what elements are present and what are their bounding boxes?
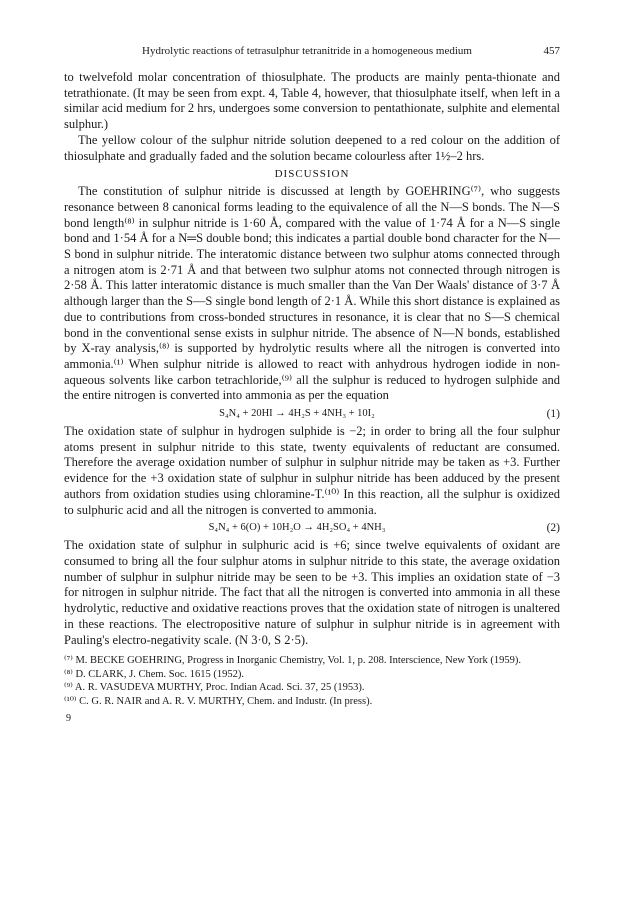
signature-mark: 9 <box>66 713 71 725</box>
reference-item: ⁽⁸⁾ D. CLARK, J. Chem. Soc. 1615 (1952). <box>64 668 245 680</box>
section-heading: DISCUSSION <box>274 168 350 181</box>
running-title: Hydrolytic reactions of tetrasulphur tetranitride in a homogeneous medium <box>142 45 472 57</box>
reference-item: ⁽⁷⁾ M. BECKE GOEHRING, Progress in Inorganic Chemistry, Vol. 1, p. 208. Interscience, New York (1959). <box>64 655 521 667</box>
equation-1 <box>64 406 560 422</box>
reference-item: ⁽¹⁰⁾ C. G. R. NAIR and A. R. V. MURTHY, Chem. and Industr. (In press). <box>64 695 373 707</box>
equation-1-expression: S₄N₄ + 20HI → 4H₂S + 4NH₃ + 10I₂ <box>219 408 375 420</box>
equation-1-number: (1) <box>546 408 560 421</box>
paragraph-continuation: to twelvefold molar concentration of thiosulphate. The products are mainly penta-thionate and tetrathionate. (It may be seen from expt. 4, Table 4, however, that thiosulphate itself, when left in a similar acid medium for 2 hrs, undergoes some conversion to pentathionate, sulphite and elemental sulphur.) <box>64 70 560 132</box>
paragraph-constitution: The constitution of sulphur nitride is discussed at length by GOEHRING⁽⁷⁾, who suggests resonance between 8 canonical forms leading to the equivalence of all the N—S bonds. The N—S bond length⁽⁸⁾ in sulphur nitride is 1·60 Å, compared with the value of 1·74 Å for a N—S single bond and 1·54 Å for a N═S double bond; this indicates a partial double bond character for the N—S bond in sulphur nitride. The interatomic distance between two sulphur atoms connected through a nitrogen atom is 2·71 Å and that between two sulphur atoms not connected through nitrogen is 2·58 Å. This latter interatomic distance is much smaller than the Van Der Waals' distance of 3·7 Å although larger than the S—S single bond length of 2·1 Å. While this short distance is explained as due to contributions from cross-bonded structures in resonance, it is clear that no S—S chemical bond in the conventional sense exists in sulphur nitride. The absence of N—N bonds, established by X-ray analysis,⁽⁸⁾ is supported by hydrolytic results where all the nitrogen is converted into ammonia.⁽¹⁾ When sulphur nitride is allowed to react with anhydrous hydrogen iodide in non-aqueous solvents like carbon tetrachloride,⁽⁹⁾ all the sulphur is reduced to hydrogen sulphide and the entire nitrogen is converted into ammonia as per the equation <box>64 184 560 403</box>
page-number: 457 <box>543 45 560 57</box>
equation-2 <box>64 520 560 536</box>
references <box>64 654 560 708</box>
equation-2-number: (2) <box>546 522 560 535</box>
paragraph-oxidation-reduction: The oxidation state of sulphur in hydrogen sulphide is −2; in order to bring all the four sulphur atoms present in sulphur nitride to this state, twenty equivalents of reductant are consumed. Therefore the average oxidation number of sulphur in sulphur nitride may be taken as +3. Further evidence for the +3 oxidation state of sulphur in sulphur nitride has been adduced by the present authors from oxidation studies using chloramine-T.⁽¹⁰⁾ In this reaction, all the sulphur is oxidized to sulphuric acid and all the nitrogen is converted to ammonia. <box>64 424 560 517</box>
running-header <box>64 44 560 58</box>
equation-2-expression: S₄N₄ + 6(O) + 10H₂O → 4H₂SO₄ + 4NH₃ <box>208 522 386 534</box>
paragraph-sulphuric-acid: The oxidation state of sulphur in sulphuric acid is +6; since twelve equivalents of oxidant are consumed to bring all the four sulphur atoms in sulphur nitride to this state, the average oxidation number of sulphur in sulphur nitride may be seen to be +3. This implies an oxidation state of −3 for nitrogen in sulphur nitride. The fact that all the nitrogen is converted into ammonia in all these hydrolytic, reductive and oxidative reactions proves that the oxidation state of nitrogen is unaltered in these reactions. The electropositive nature of sulphur in sulphur nitride is in agreement with Pauling's electro-negativity scale. (N 3·0, S 2·5). <box>64 538 560 647</box>
reference-item: ⁽⁹⁾ A. R. VASUDEVA MURTHY, Proc. Indian Acad. Sci. 37, 25 (1953). <box>64 682 365 694</box>
document-page <box>64 44 560 726</box>
paragraph-colour-change: The yellow colour of the sulphur nitride solution deepened to a red colour on the addition of thiosulphate and gradually faded and the solution became colourless after 1½–2 hrs. <box>64 132 560 163</box>
